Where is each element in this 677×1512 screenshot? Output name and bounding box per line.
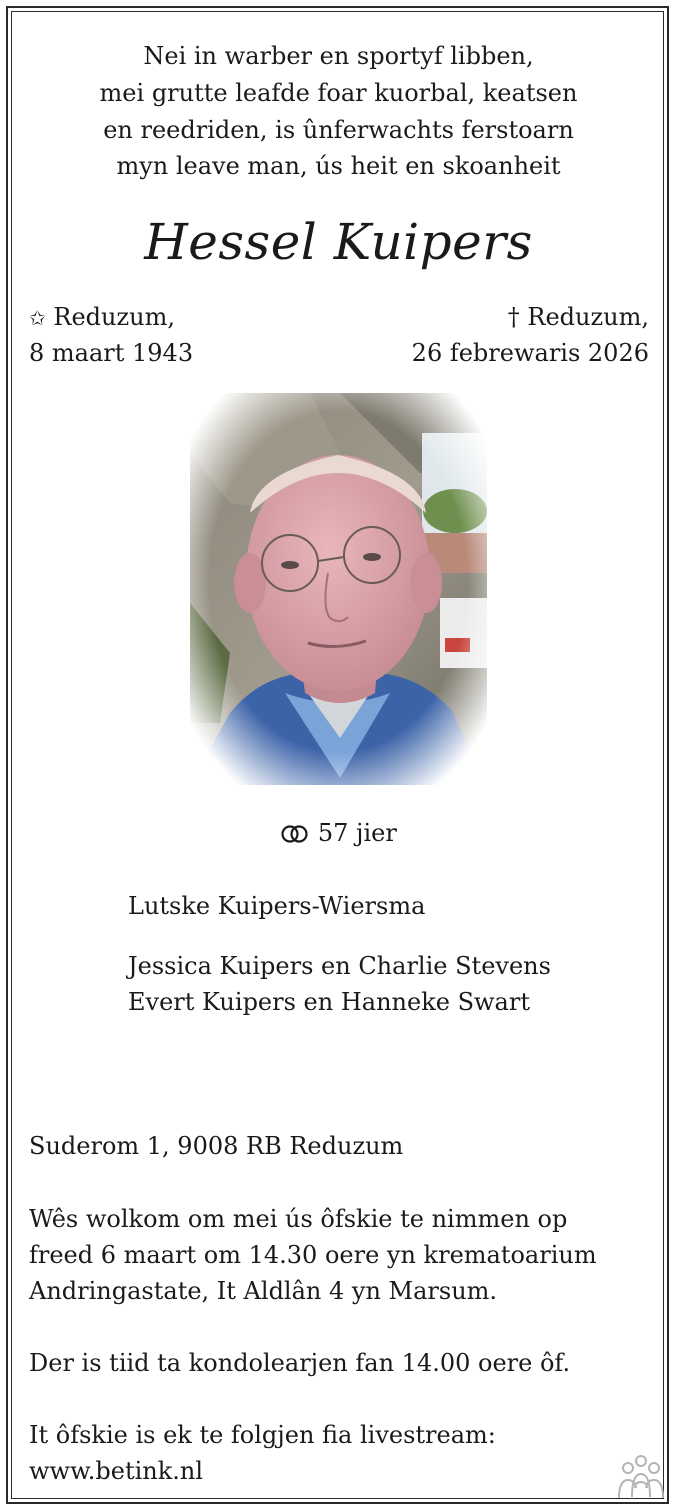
marriage-years: 57 jier [317,819,397,847]
livestream-text: It ôfskie is ek te folgjen fia livestream: [29,1421,496,1449]
intro-line-4: myn leave man, ús heit en skoanheit [116,152,561,180]
livestream-url[interactable]: www.betink.nl [29,1457,204,1485]
death-place-line [508,303,649,331]
wedding-rings-icon [280,822,310,850]
death-place: Reduzum, [527,303,649,331]
funeral-line-1: Wês wolkom om mei ús ôfskie te nimmen op [29,1205,568,1233]
spouse-name: Lutske Kuipers-Wiersma [128,892,426,920]
death-date: 26 febrewaris 2026 [411,339,649,367]
people-group-logo [615,1452,667,1500]
child-line-1: Jessica Kuipers en Charlie Stevens [128,952,551,980]
birth-place-line [29,303,175,332]
child-line-2: Evert Kuipers en Hanneke Swart [128,988,530,1016]
intro-line-2: mei grutte leafde foar kuorbal, keatsen [99,79,578,107]
marriage-line [0,819,677,850]
portrait-photo [190,393,487,785]
deceased-name: Hessel Kuipers [144,213,533,271]
funeral-line-3: Andringastate, It Aldlân 4 yn Marsum. [29,1277,498,1305]
intro-line-1: Nei in warber en sportyf libben, [143,42,534,70]
star-icon: ✩ [29,306,46,330]
address: Suderom 1, 9008 RB Reduzum [29,1132,404,1160]
condolence: Der is tiid ta kondolearjen fan 14.00 oere ôf. [29,1349,571,1377]
cross-icon: † [507,303,520,331]
intro-line-3: en reedriden, is ûnferwachts ferstoarn [103,116,574,144]
birth-place: Reduzum, [53,303,175,331]
funeral-line-2: freed 6 maart om 14.30 oere yn krematoarium [29,1241,597,1269]
birth-date: 8 maart 1943 [29,339,194,367]
